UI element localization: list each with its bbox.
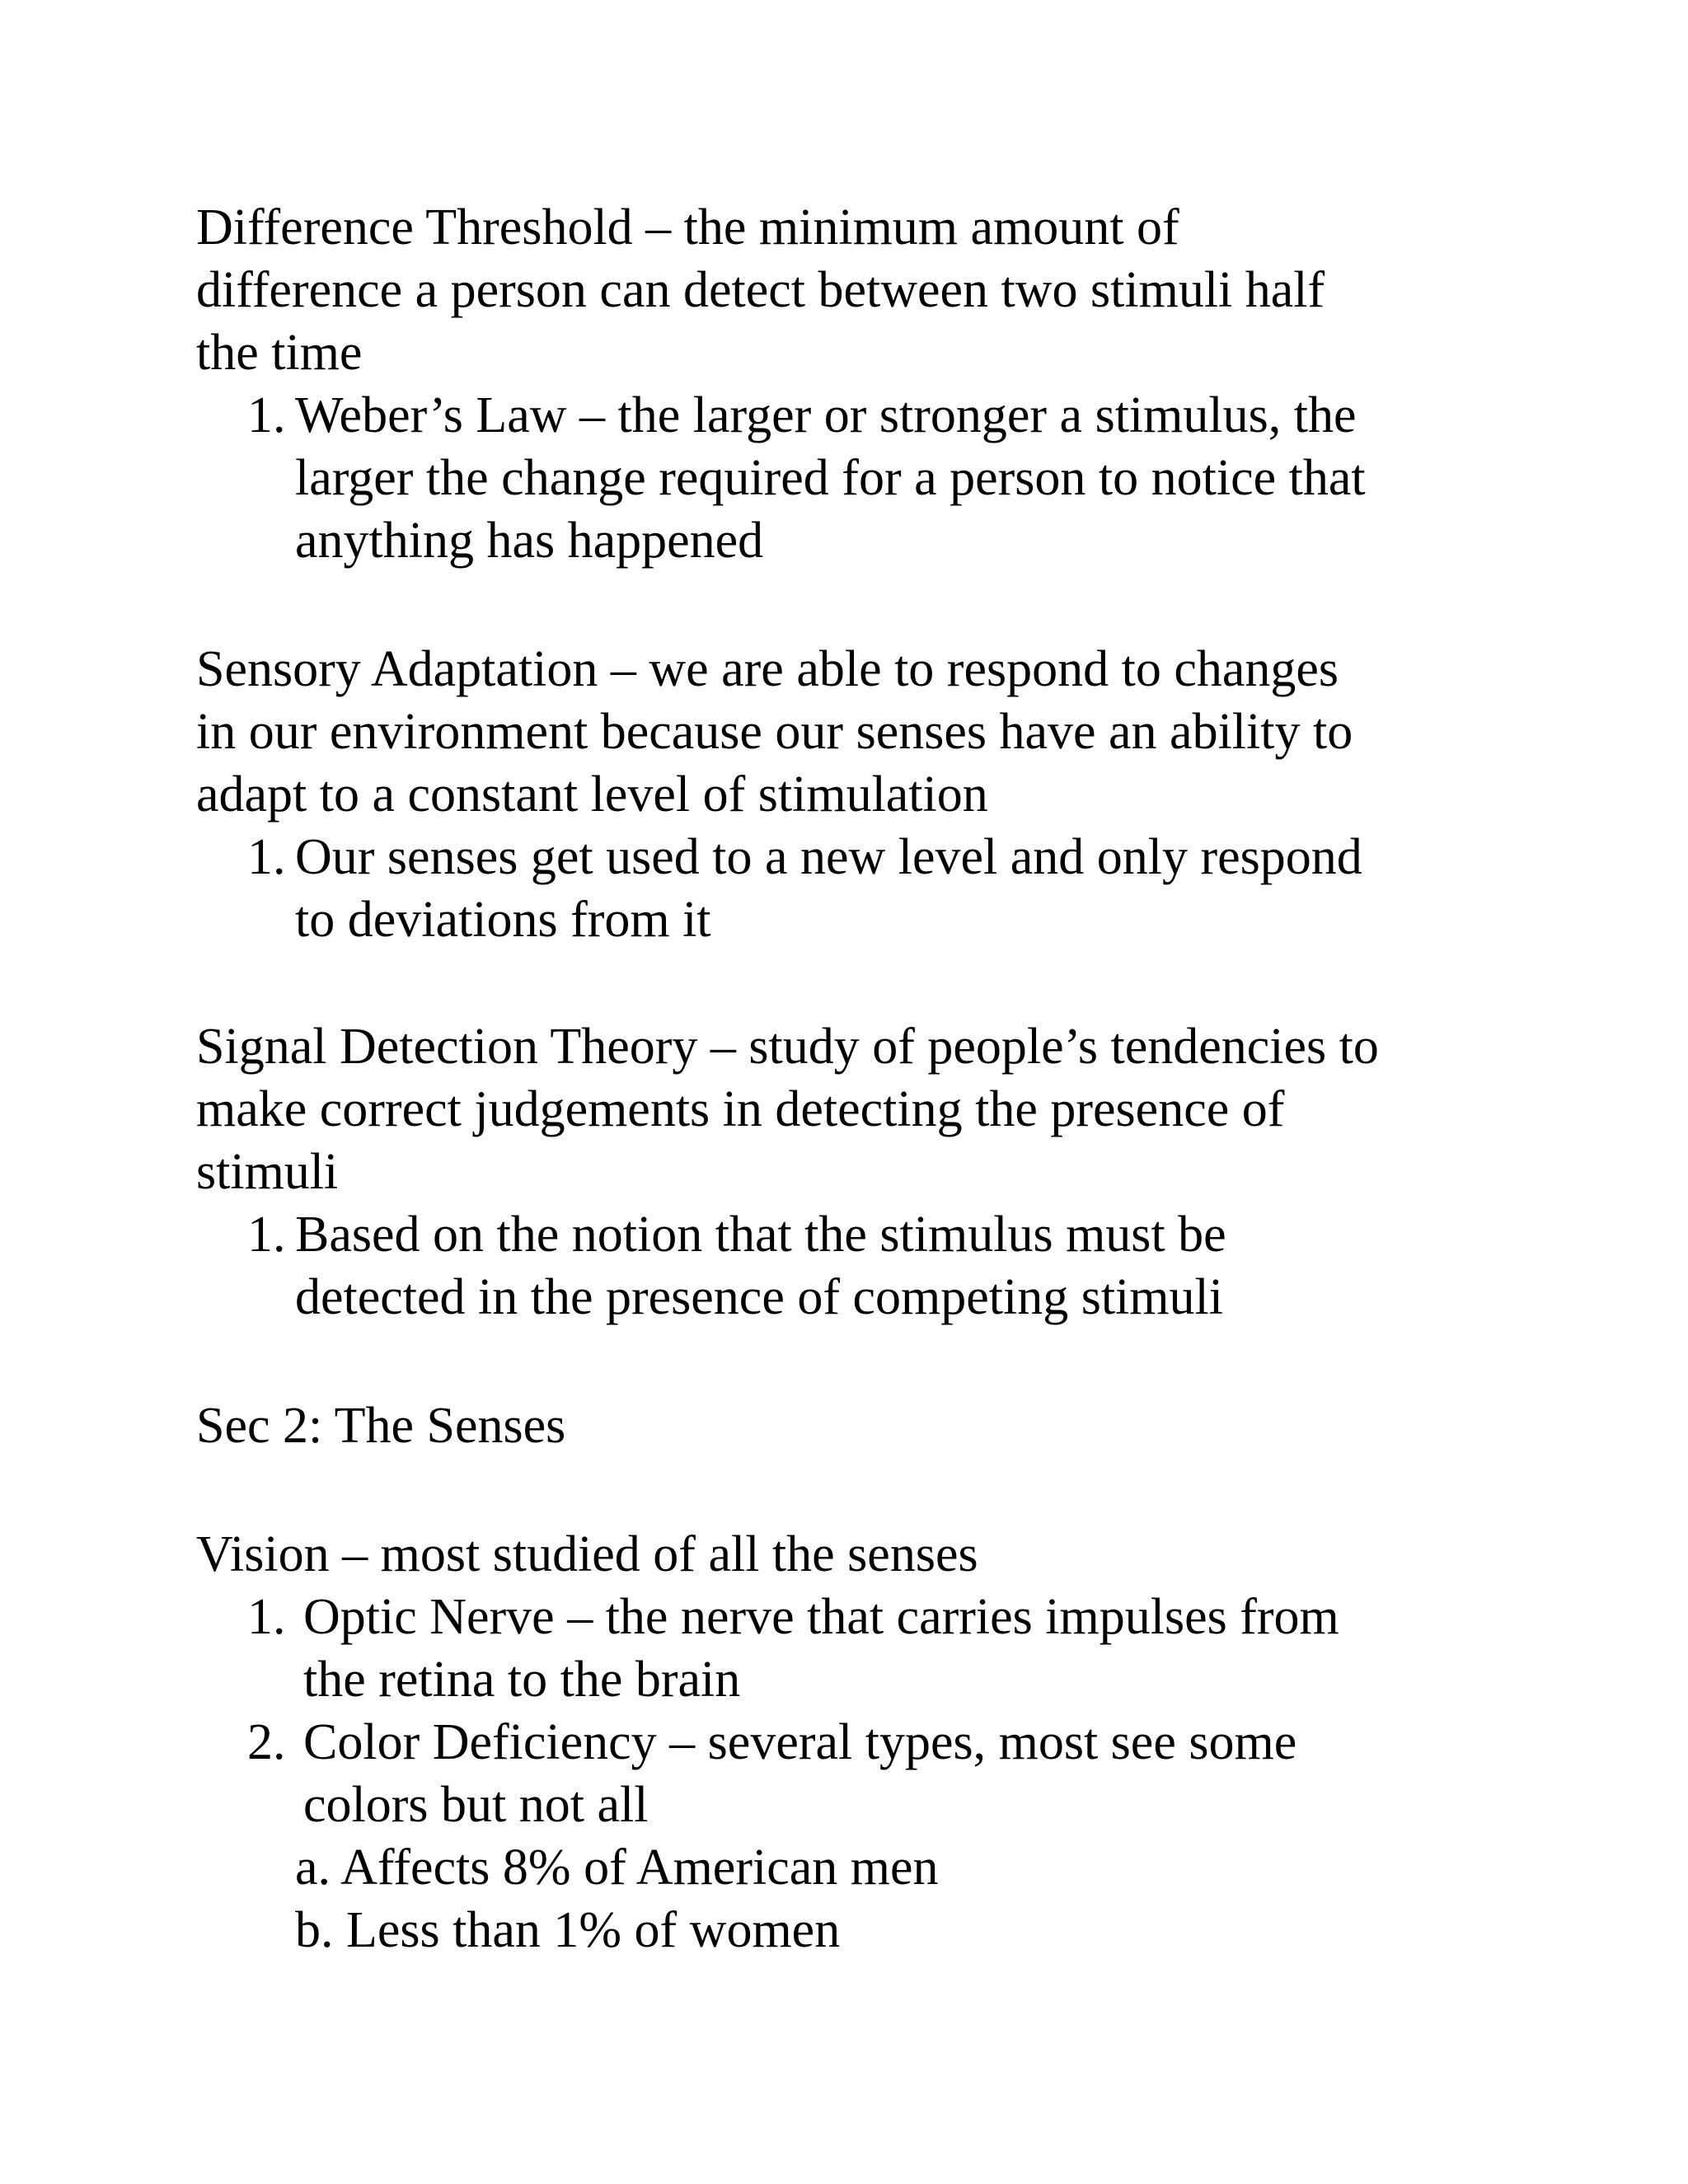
- webers-law-line-3: anything has happened: [295, 513, 764, 569]
- sensory-adaptation-line-2: in our environment because our senses have an ability to: [196, 704, 1353, 760]
- difference-threshold-line-1: Difference Threshold – the minimum amount of: [196, 199, 1179, 255]
- difference-threshold-line-3: the time: [196, 325, 363, 381]
- webers-law-line-1: Weber’s Law – the larger or stronger a stimulus, the: [295, 387, 1357, 443]
- signal-detection-line-1: Signal Detection Theory – study of people’s tendencies to: [196, 1019, 1379, 1075]
- vision-line-1: Vision – most studied of all the senses: [196, 1526, 978, 1582]
- color-deficiency-sub-a: a. Affects 8% of American men: [295, 1840, 939, 1896]
- optic-nerve-line-2: the retina to the brain: [303, 1652, 741, 1708]
- signal-detection-item-line-2: detected in the presence of competing stimuli: [295, 1269, 1223, 1325]
- signal-detection-line-2: make correct judgements in detecting the presence of: [196, 1081, 1285, 1137]
- section-heading: Sec 2: The Senses: [196, 1398, 566, 1454]
- list-number: 1.: [247, 1207, 286, 1263]
- sensory-adaptation-item-line-1: Our senses get used to a new level and only respond: [295, 829, 1362, 885]
- sensory-adaptation-item-line-2: to deviations from it: [295, 892, 711, 948]
- list-number: 1.: [247, 1589, 286, 1645]
- signal-detection-line-3: stimuli: [196, 1144, 339, 1200]
- optic-nerve-line-1: Optic Nerve – the nerve that carries impulses from: [303, 1589, 1339, 1645]
- webers-law-line-2: larger the change required for a person to notice that: [295, 450, 1366, 506]
- sensory-adaptation-line-3: adapt to a constant level of stimulation: [196, 766, 988, 823]
- list-number: 1.: [247, 387, 286, 443]
- color-deficiency-line-2: colors but not all: [303, 1777, 649, 1833]
- signal-detection-item-line-1: Based on the notion that the stimulus must be: [295, 1207, 1226, 1263]
- color-deficiency-line-1: Color Deficiency – several types, most see some: [303, 1714, 1297, 1770]
- list-number: 1.: [247, 829, 286, 885]
- list-number: 2.: [247, 1714, 286, 1770]
- color-deficiency-sub-b: b. Less than 1% of women: [295, 1902, 841, 1958]
- difference-threshold-line-2: difference a person can detect between two stimuli half: [196, 262, 1325, 318]
- sensory-adaptation-line-1: Sensory Adaptation – we are able to respond to changes: [196, 641, 1339, 697]
